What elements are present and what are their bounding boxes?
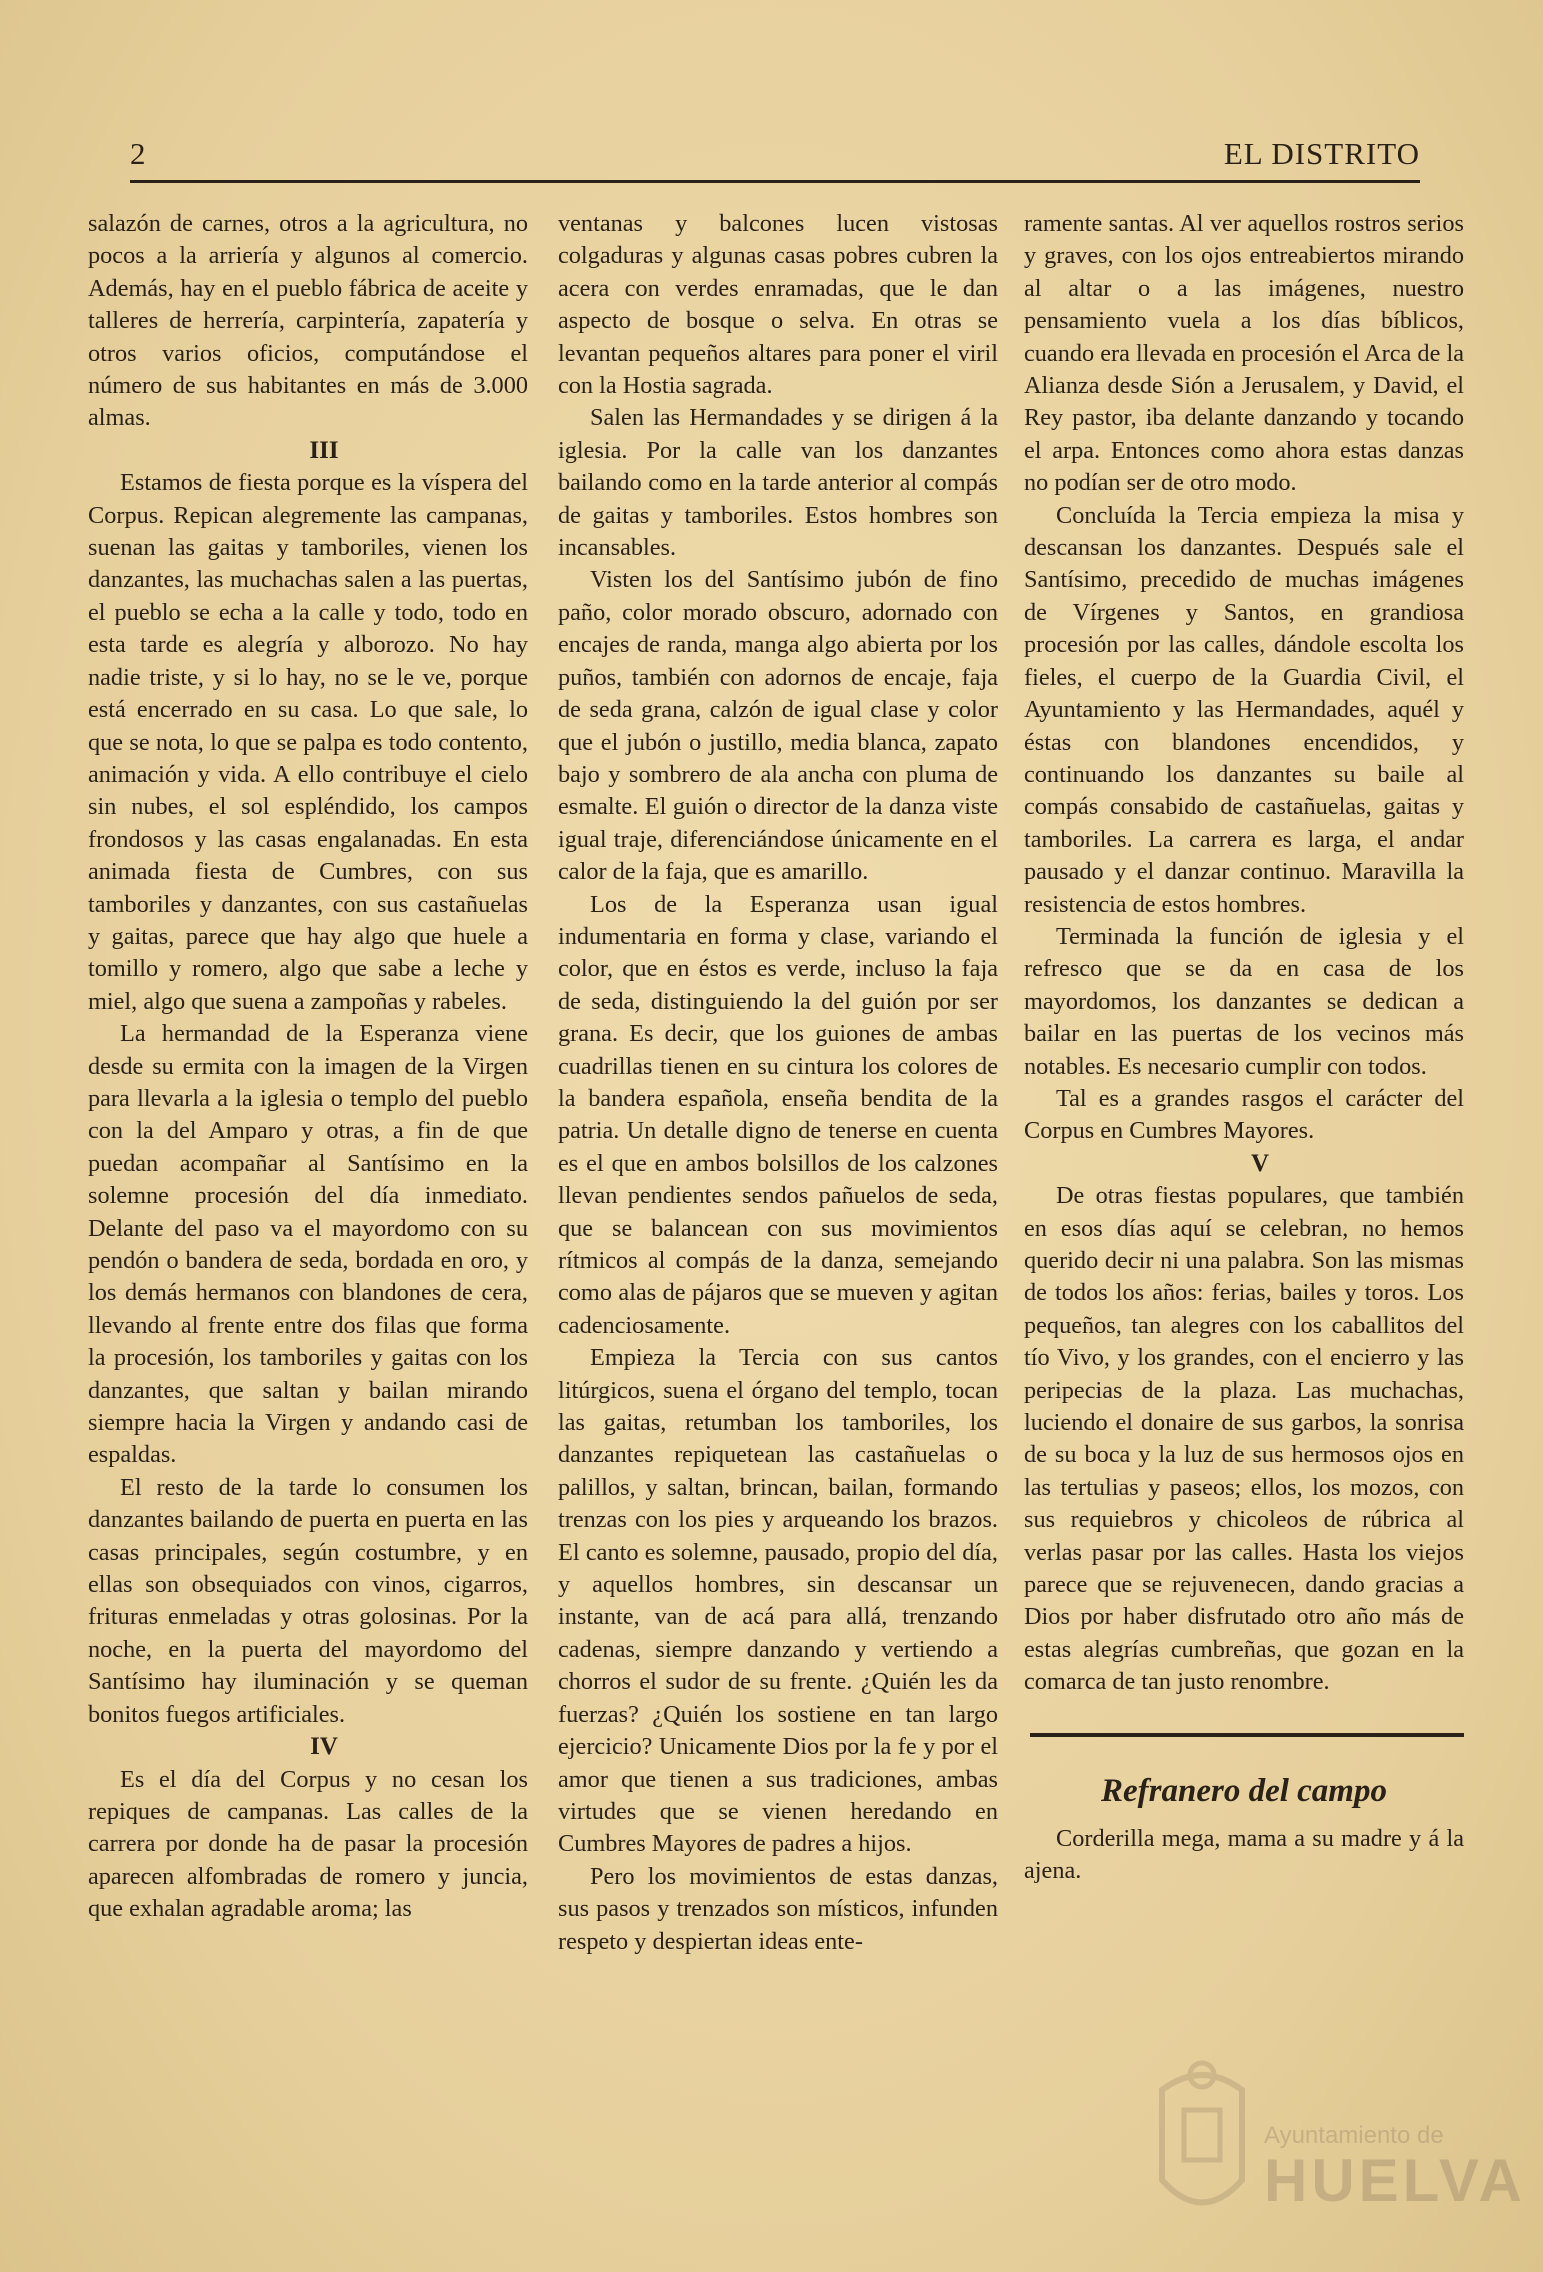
paragraph: Terminada la función de iglesia y el refresco que se da en casa de los mayordomos, los danzantes se dedican a bailar en las puertas de los vecinos más notables. Es necesario cumplir con todos.: [1024, 922, 1464, 1080]
section-numeral: III: [309, 436, 339, 464]
watermark: [1264, 2122, 1526, 2212]
paragraph: Estamos de fiesta porque es la víspera del Corpus. Repican alegremente las campanas, suenan las gaitas y tamboriles, vienen los danzantes, las muchachas salen a las puertas, el pueblo se echa a la calle y todo, todo en esta tarde es alegría y alborozo. No hay nadie triste, y si lo hay, no se le ve, porque está encerrado en su casa. Lo que sale, lo que se nota, lo que se palpa es todo contento, animación y vida. A ello contribuye el cielo sin nubes, el sol espléndido, los campos frondosos y las casas engalanadas. En esta animada fiesta de Cumbres, con sus tamboriles y danzantes, con sus castañuelas y gaitas, parece que hay algo que huele a tomillo y romero, algo que sabe a leche y miel, algo que suena a zampoñas y rabeles.: [88, 469, 528, 1015]
page-header: [130, 136, 1420, 183]
paragraph: Los de la Esperanza usan igual indumentaria en forma y clase, variando el color, que en éstos es verde, incluso la faja de seda, distinguiendo la del guión por ser grana. Es decir, que los guiones de ambas cuadrillas tienen en su cintura los colores de la bandera española, enseña bendita de la patria. Un detalle digno de tenerse en cuenta es el que en ambos bolsillos de los calzones llevan pendientes sendos pañuelos de seda, que se balancean con sus movimientos rítmicos al compás de la danza, semejando como alas de pájaros que se mueven y agitan cadenciosamente.: [558, 890, 998, 1339]
text-column-3: [1024, 208, 1464, 1888]
watermark-line1: Ayuntamiento de: [1264, 2122, 1444, 2149]
paragraph: Tal es a grandes rasgos el carácter del Corpus en Cumbres Mayores.: [1024, 1084, 1464, 1145]
text-column-1: [88, 208, 528, 1926]
page-number: 2: [130, 136, 146, 171]
refranero-text: Corderilla mega, mama a su madre y á la ajena.: [1024, 1824, 1464, 1885]
paragraph: ramente santas. Al ver aquellos rostros serios y graves, con los ojos entreabiertos mirando al altar o a las imágenes, nuestro pensamiento vuela a los días bíblicos, cuando era llevada en procesión el Arca de la Alianza desde Sión a Jerusalem, y David, el Rey pastor, iba delante danzando y tocando el arpa. Entonces como ahora estas danzas no podían ser de otro modo.: [1024, 210, 1464, 497]
paragraph: Pero los movimientos de estas danzas, sus pasos y trenzados son místicos, infunden respeto y despiertan ideas ente-: [558, 1862, 998, 1955]
section-divider: [1030, 1733, 1464, 1737]
paragraph: Concluída la Tercia empieza la misa y descansan los danzantes. Después sale el Santísimo, precedido de muchas imágenes de Vírgenes y Santos, en grandiosa procesión por las calles, dándole escolta los fieles, el cuerpo de la Guardia Civil, el Ayuntamiento y las Hermandades, aquél y éstas con blandones encendidos, y continuando los danzantes su baile al compás consabido de castañuelas, gaitas y tamboriles. La carrera es larga, el andar pausado y el danzar continuo. Maravilla la resistencia de estos hombres.: [1024, 501, 1464, 918]
paragraph: El resto de la tarde lo consumen los danzantes bailando de puerta en puerta en las casas principales, según costumbre, y en ellas son obsequiados con vinos, cigarros, frituras enmeladas y otras golosinas. Por la noche, en la puerta del mayordomo del Santísimo hay iluminación y se queman bonitos fuegos artificiales.: [88, 1473, 528, 1728]
paragraph: Empieza la Tercia con sus cantos litúrgicos, suena el órgano del templo, tocan las gaitas, retumban los tamboriles, los danzantes repiquetean las castañuelas o palillos, y saltan, brincan, bailan, formando trenzas con los pies y arqueando los brazos. El canto es solemne, pausado, propio del día, y aquellos hombres, sin descansar un instante, van de acá para allá, trenzando cadenas, siempre danzando y vertiendo a chorros el sudor de su frente. ¿Quién les da fuerzas? ¿Quién los sostiene en tan largo ejercicio? Unicamente Dios por la fe y por el amor que tienen a sus tradiciones, ambas virtudes que se vienen heredando en Cumbres Mayores de padres a hijos.: [558, 1344, 998, 1858]
refranero-title: Refranero del campo: [1101, 1772, 1387, 1809]
watermark-line2: HUELVA: [1264, 2147, 1526, 2214]
text-column-2: [558, 208, 998, 1958]
paragraph: Visten los del Santísimo jubón de fino paño, color morado obscuro, adornado con encajes de randa, manga algo abierta por los puños, también con adornos de encaje, faja de seda grana, calzón de igual clase y color que el jubón o justillo, media blanca, zapato bajo y sombrero de ala ancha con pluma de esmalte. El guión o director de la danza viste igual traje, diferenciándose únicamente en el calor de la faja, que es amarillo.: [558, 566, 998, 886]
paragraph: Es el día del Corpus y no cesan los repiques de campanas. Las calles de la carrera por donde ha de pasar la procesión aparecen alfombradas de romero y juncia, que exhalan agradable aroma; las: [88, 1765, 528, 1923]
paragraph: salazón de carnes, otros a la agricultura, no pocos a la arriería y algunos al comercio. Además, hay en el pueblo fábrica de aceite y talleres de herrería, carpintería, zapatería y otros varios oficios, computándose el número de sus habitantes en más de 3.000 almas.: [88, 210, 528, 432]
paragraph: ventanas y balcones lucen vistosas colgaduras y algunas casas pobres cubren la acera con verdes enramadas, que le dan aspecto de bosque o selva. En otras se levantan pequeños altares para poner el viril con la Hostia sagrada.: [558, 210, 998, 400]
paragraph: De otras fiestas populares, que también en esos días aquí se celebran, no hemos querido decir ni una palabra. Son las mismas de todos los años: ferias, bailes y toros. Los pequeños, tan alegres con los caballitos del tío Vivo, y los grandes, con el encierro y las peripecias de la plaza. Las muchachas, luciendo el donaire de sus garbos, la sonrisa de su boca y la luz de sus hermosos ojos en las tertulias y paseos; ellos, los mozos, con sus requiebros y chicoleos de rúbrica al verlas pasar por las calles. Hasta los viejos parece que se rejuvenecen, dando gracias a Dios por haber disfrutado otro año más de estas alegrías cumbreñas, que gozan en la comarca de tan justo renombre.: [1024, 1182, 1464, 1696]
section-numeral: IV: [310, 1733, 338, 1761]
column-3-body: [1024, 208, 1464, 1699]
city-seal-watermark: [1142, 2050, 1262, 2230]
section-numeral: V: [1250, 1149, 1270, 1177]
paragraph: La hermandad de la Esperanza viene desde su ermita con la imagen de la Virgen para llevarla a la iglesia o templo del pueblo con la del Amparo y otras, a fin de que puedan acompañar al Santísimo en la solemne procesión del día inmediato. Delante del paso va el mayordomo con su pendón o bandera de seda, bordada en oro, y los demás hermanos con blandones de cera, llevando al frente entre dos filas que forma la procesión, los tamboriles y gaitas con los danzantes, que saltan y bailan mirando siempre hacia la Virgen y andando casi de espaldas.: [88, 1020, 528, 1469]
paragraph: Salen las Hermandades y se dirigen á la iglesia. Por la calle van los danzantes bailando como en la tarde anterior al compás de gaitas y tamboriles. Estos hombres son incansables.: [558, 404, 998, 562]
masthead: EL DISTRITO: [1223, 136, 1420, 171]
